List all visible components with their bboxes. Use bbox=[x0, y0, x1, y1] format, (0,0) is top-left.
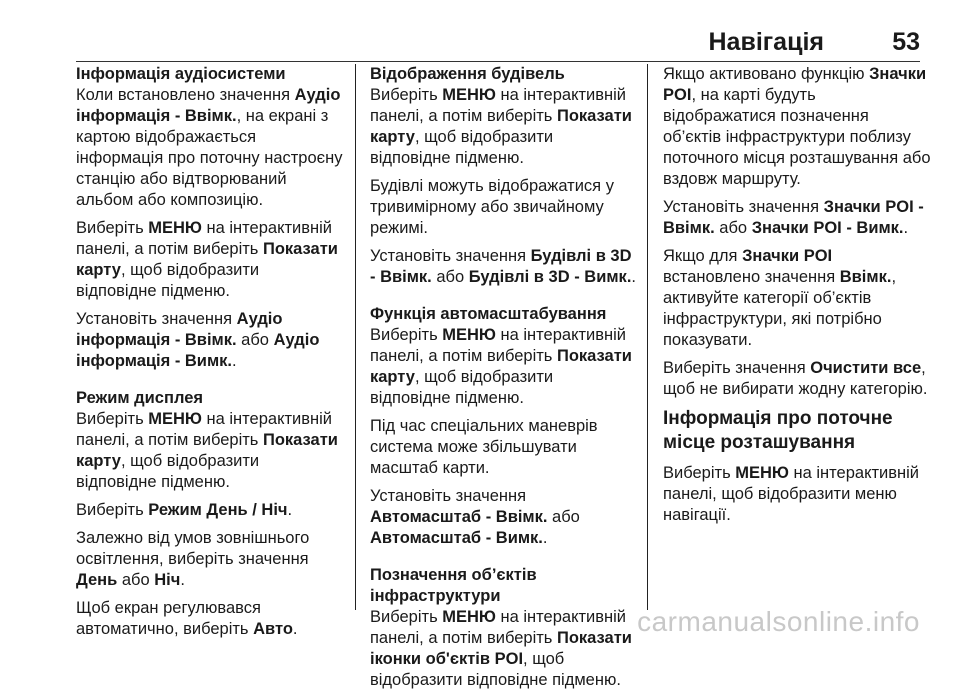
column-2 bbox=[370, 64, 638, 698]
page-header bbox=[76, 24, 920, 60]
paragraph: Будівлі можуть відображатися у тривимірному або звичайному режимі. bbox=[370, 177, 614, 237]
paragraph: Якщо активовано функцію Значки POI, на карті будуть відображатися позначення об’єктів інфраструктури поблизу поточного місця розташування або вздовж маршруту. bbox=[663, 65, 931, 188]
section-heading-display-mode: Режим дисплея bbox=[76, 389, 204, 407]
paragraph: Виберіть МЕНЮ на інтерактивній панелі, а потім виберіть Показати карту, щоб відобразити відповідне підменю. bbox=[370, 326, 632, 407]
section-heading-current-location: Інформація про поточне місце розташування bbox=[663, 408, 893, 453]
paragraph: Установіть значення Аудіо інформація - Ввімк. або Аудіо інформація - Вимк.. bbox=[76, 310, 320, 370]
paragraph: Виберіть МЕНЮ на інтерактивній панелі, а потім виберіть Показати карту, щоб відобразити відповідне підменю. bbox=[76, 219, 338, 300]
paragraph: Установіть значення Автомасштаб - Ввімк. або Автомасштаб - Вимк.. bbox=[370, 487, 580, 547]
paragraph: Виберіть Режим День / Ніч. bbox=[76, 501, 293, 519]
page-title: Навігація bbox=[708, 28, 824, 56]
paragraph: Установіть значення Значки POI - Ввімк. або Значки POI - Вимк.. bbox=[663, 198, 924, 237]
section-heading-buildings: Відображення будівель bbox=[370, 65, 565, 83]
paragraph: Під час спеціальних маневрів система може збільшувати масштаб карти. bbox=[370, 417, 598, 477]
page-number: 53 bbox=[892, 28, 920, 56]
paragraph: Виберіть МЕНЮ на інтерактивній панелі, а потім виберіть Показати карту, щоб відобразити відповідне підменю. bbox=[76, 410, 338, 491]
paragraph: Якщо для Значки POI встановлено значення Ввімк., активуйте категорії об’єктів інфраструктури, які потрібно показувати. bbox=[663, 247, 897, 349]
paragraph: Залежно від умов зовнішнього освітлення, виберіть значення День або Ніч. bbox=[76, 529, 310, 589]
paragraph: Коли встановлено значення Аудіо інформація - Ввімк., на екрані з картою відображається інформація про поточну настроєну станцію або відтворюваний альбом або композицію. bbox=[76, 86, 343, 209]
paragraph: Виберіть МЕНЮ на інтерактивній панелі, щоб відобразити меню навігації. bbox=[663, 464, 920, 524]
column-3 bbox=[663, 64, 931, 533]
section-heading-autozoom: Функція автомасштабування bbox=[370, 305, 607, 323]
section-heading-poi: Позначення об’єктів інфраструктури bbox=[370, 566, 537, 605]
column-1 bbox=[76, 64, 344, 647]
paragraph: Установіть значення Будівлі в 3D - Ввімк. або Будівлі в 3D - Вимк.. bbox=[370, 247, 636, 286]
paragraph: Виберіть значення Очистити все, щоб не вибирати жодну категорію. bbox=[663, 359, 928, 398]
column-divider bbox=[647, 64, 648, 610]
header-rule bbox=[76, 61, 920, 62]
column-divider bbox=[355, 64, 356, 610]
watermark: carmanualsonline.info bbox=[637, 606, 920, 637]
section-heading-audio-info: Інформація аудіосистеми bbox=[76, 65, 286, 83]
paragraph: Щоб екран регулювався автоматично, виберіть Авто. bbox=[76, 599, 298, 638]
paragraph: Виберіть МЕНЮ на інтерактивній панелі, а потім виберіть Показати іконки об'єктів POI, щоб відобразити відповідне підменю. bbox=[370, 608, 632, 689]
paragraph: Виберіть МЕНЮ на інтерактивній панелі, а потім виберіть Показати карту, щоб відобразити відповідне підменю. bbox=[370, 86, 632, 167]
